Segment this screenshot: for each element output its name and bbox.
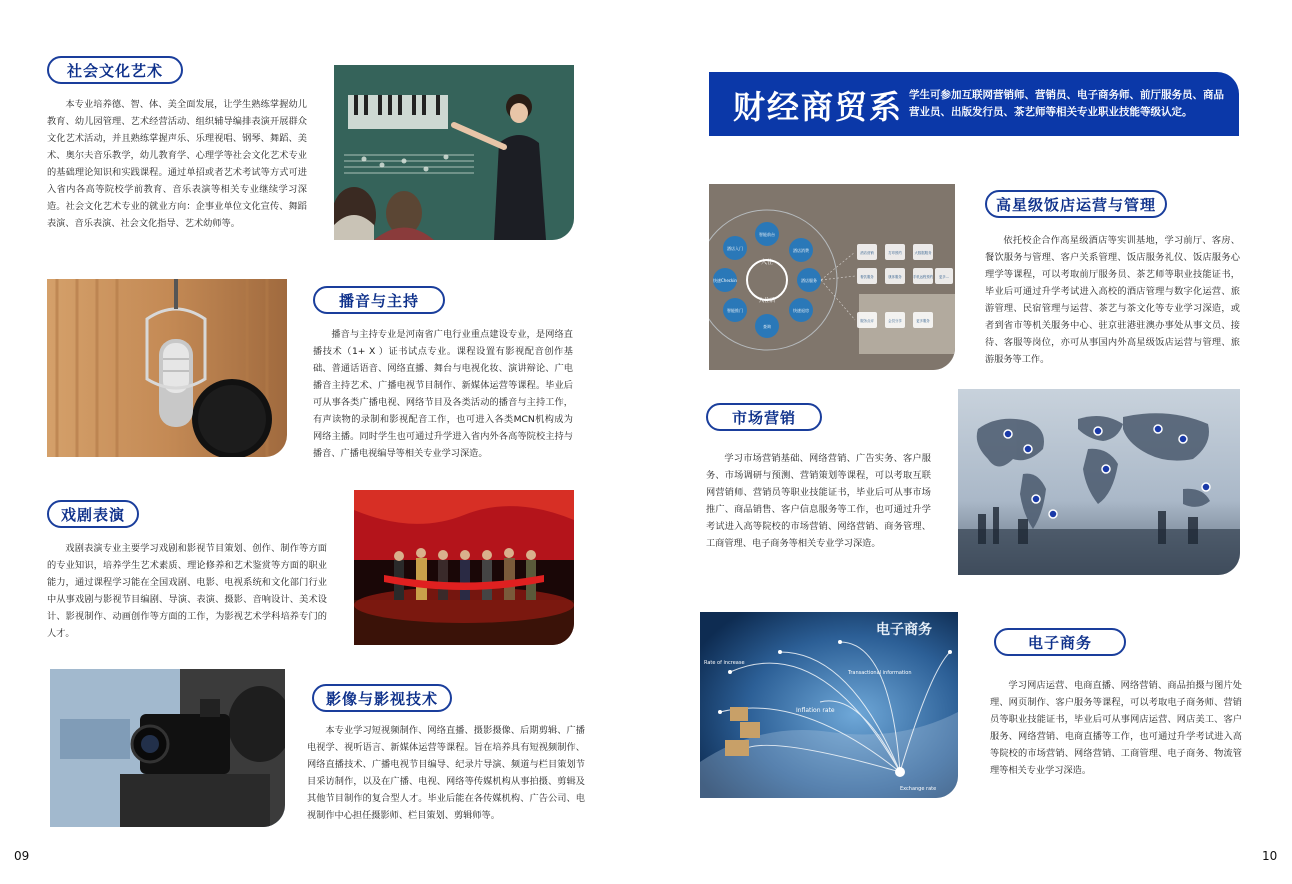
hotel-card: 更多服务 xyxy=(916,319,930,323)
section-title-ecommerce-text: 电子商务 xyxy=(1027,633,1092,652)
section-title-broadcast-text: 播音与主持 xyxy=(338,291,419,310)
hotel-node: 查询 xyxy=(763,324,771,329)
section-text-drama: 戏剧表演专业主要学习戏剧和影视节目策划、创作、制作等方面的专业知识，培养学生艺术素质、理论修养和艺术鉴赏等方面的职业能力，通过课程学习能在全国戏剧、电影、电视系统和文化部门行业中从事戏剧与影视节目编剧、导演、表演、摄影、音响设计、美术设计、影视制作、动画创作等方面的工作，为影视艺术学科培养专门的人才。 xyxy=(47,543,327,639)
hotel-node: 智能前台 xyxy=(759,232,775,237)
page-number-right: 10 xyxy=(1262,849,1278,863)
section-title-culture xyxy=(47,56,183,84)
hotel-card: 打印预约 xyxy=(888,251,902,255)
section-title-drama xyxy=(47,500,139,528)
section-title-broadcast xyxy=(313,286,445,314)
image-world-map xyxy=(958,389,1240,575)
hotel-node: 酒店服务 xyxy=(801,278,817,283)
ecommerce-label: Transactional information xyxy=(848,670,912,676)
section-text-marketing: 学习市场营销基础、网络营销、广告实务、客户服务、市场调研与预测、营销策划等课程，可以考取互联网营销师、营销员等职业技能证书，毕业后可从事市场推广、商品销售、客户信息服务等工作，也可通过升学考试进入高等院校的市场营销、网络营销、商务管理、工商管理、电子商务等相关专业学习深造。 xyxy=(706,453,931,549)
image-microphone xyxy=(47,279,287,457)
section-title-drama-text: 戏剧表演 xyxy=(60,505,125,524)
hotel-card: 会员分享 xyxy=(888,319,902,323)
hotel-node: 快速Checkin xyxy=(713,278,737,283)
image-hotel-diagram xyxy=(709,184,955,370)
hotel-card: 手机远程预约 xyxy=(912,275,934,279)
image-camera-operator xyxy=(50,669,285,827)
image-drama-stage xyxy=(354,490,574,645)
ecommerce-image-title: 电子商务 xyxy=(876,622,932,638)
hotel-card: 服务点评 xyxy=(860,319,874,323)
section-title-hotel xyxy=(985,190,1167,218)
department-title: 财经商贸系 xyxy=(733,88,904,126)
hotel-node: 酒店入门 xyxy=(727,246,743,251)
hotel-node: 快速退房 xyxy=(793,308,809,313)
section-title-culture-text: 社会文化艺术 xyxy=(66,61,163,80)
section-text-hotel: 依托校企合作高星级酒店等实训基地，学习前厅、客房、餐饮服务与管理、客户关系管理、饭店服务礼仪、饭店服务心理学等课程，可以考取前厅服务员、茶艺师等职业技能证书，毕业后可通过升学考试进入高校的酒店管理与数字化运营、旅游管理、民宿管理与运营、茶艺与茶文化等专业学习深造，或者到省市等机关服务中心、驻京驻港驻澳办事处从事文员、接待、客服等岗位，亦可从事国内外高星级饭店运营与管理、旅游服务等工作。 xyxy=(985,235,1240,365)
section-text-film: 本专业学习短视频制作、网络直播、摄影摄像、后期剪辑、广播电视学、视听语言、新媒体运营等课程。旨在培养具有短视频制作、网络直播技术、广播电视节目编导、纪录片导演、频道与栏目策划节目采访制作，以及在广播、电视、网络等传媒机构从事拍摄、剪辑及其他节目制作的复合型人才。毕业后能在各传媒机构、广告公司、电视制作中心担任摄影师、栏目策划、剪辑师等。 xyxy=(307,725,585,821)
ecommerce-label: Rate of increase xyxy=(704,660,745,666)
image-music-class xyxy=(334,65,574,240)
hotel-diagram-center-bottom: 入住后 xyxy=(758,298,776,304)
section-title-marketing-text: 市场营销 xyxy=(731,408,796,427)
hotel-card: 酒店营销 xyxy=(860,251,874,255)
hotel-node: 智能推门 xyxy=(727,308,743,313)
section-title-marketing xyxy=(706,403,822,431)
image-ecommerce-network xyxy=(700,612,958,798)
section-text-broadcast: 播音与主持专业是河南省广电行业重点建设专业，是网络直播技术（1+ X ）证书试点专业。课程设置有影视配音创作基础、普通话语音、网络直播、舞台与电视化妆、演讲辩论、广电播音主持艺术、广播电视节目制作、新媒体运营等课程。毕业后可从事各类广播电视、网络节目及各类活动的播音与主持工作，有声读物的录制和影视配音工作，也可进入各类MCN机构成为网络主播。同时学生也可通过升学进入省内外各高等院校主持与播音、广播电视编导等相关专业学习深造。 xyxy=(313,329,573,459)
ecommerce-label: Exchange rate xyxy=(900,786,937,792)
hotel-card: 餐饮服务 xyxy=(860,275,874,279)
section-title-film xyxy=(312,684,452,712)
section-title-hotel-text: 高星级饭店运营与管理 xyxy=(995,195,1156,214)
hotel-card: 大数据服务 xyxy=(914,251,932,255)
page-number-left: 09 xyxy=(14,849,30,863)
section-text-culture: 本专业培养德、智、体、美全面发展，让学生熟练掌握幼儿教育、幼儿园管理、艺术经营活动、组织辅导编排表演开展群众文化艺术活动，并且熟练掌握声乐、乐理视唱、钢琴、舞蹈、美术、奥尔夫音乐教学，幼儿教育学、心理学等社会文化艺术专业的基础理论知识和实践课程。通过单招或者艺术考试等方式可进入省内各高等院校学前教育、音乐表演等相关专业继续学习深造。社会文化艺术专业的就业方向：企事业单位文化宣传、舞蹈表演、音乐表演、社会文化指导、艺术幼师等。 xyxy=(47,99,307,229)
department-banner xyxy=(709,72,1239,136)
hotel-diagram-center-top: 入住 xyxy=(760,259,774,266)
section-title-ecommerce xyxy=(994,628,1126,656)
section-title-film-text: 影像与影视技术 xyxy=(325,689,438,708)
hotel-card: 康体服务 xyxy=(888,275,902,279)
ecommerce-label: Inflation rate xyxy=(796,707,835,714)
section-text-ecommerce: 学习网店运营、电商直播、网络营销、商品拍摄与图片处理、网页制作、客户服务等课程，可以考取电子商务师、营销员等职业技能证书，毕业后可从事网店运营、网店美工、客户服务、网络营销、电商直播等工作，也可通过升学考试进入高等院校的市场营销、网络营销、工商管理、电子商务、物流管理等相关专业学习深造。 xyxy=(990,680,1242,776)
hotel-card: 更多... xyxy=(938,275,950,279)
department-description: 学生可参加互联网营销师、营销员、电子商务师、前厅服务员、商品营业员、出版发行员、茶艺师等相关专业职业技能等级认定。 xyxy=(909,89,1224,118)
hotel-node: 酒店消费 xyxy=(793,248,809,253)
